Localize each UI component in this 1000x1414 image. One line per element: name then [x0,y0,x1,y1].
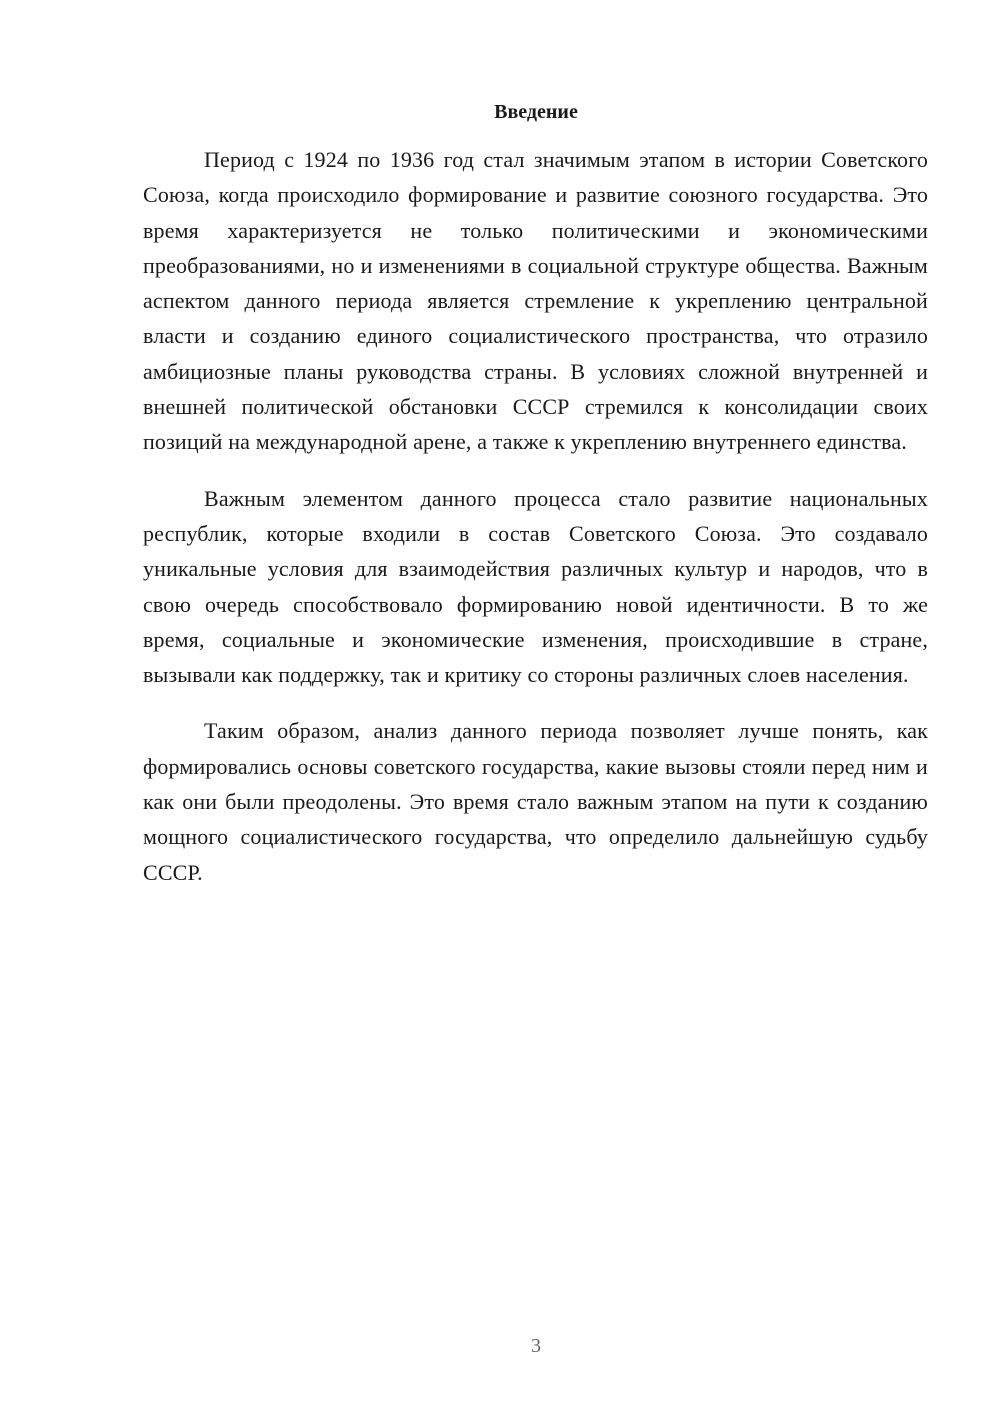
page-number: 3 [531,1335,541,1357]
paragraph: Важным элементом данного процесса стало развитие национальных республик, которые входили в состав Советского Союза. Это создавало уникальные условия для взаимодействия различных культур и народов, что в свою очередь способствовало формированию новой идентичности. В то же время, социальные и экономические изменения, происходившие в стране, вызывали как поддержку, так и критику со стороны различных слоев населения. [143,485,928,688]
paragraph: Период с 1924 по 1936 год стал значимым этапом в истории Советского Союза, когда происходило формирование и развитие союзного государства. Это время характеризуется не только политическими и экономическими преобразованиями, но и изменениями в социальной структуре общества. Важным аспектом данного периода является стремление к укреплению центральной власти и созданию единого социалистического пространства, что отразило амбициозные планы руководства страны. В условиях сложной внутренней и внешней политической обстановки СССР стремился к консолидации своих позиций на международной арене, а также к укреплению внутреннего единства. [143,147,928,455]
section-title: Введение [494,101,578,123]
paragraph: Таким образом, анализ данного периода позволяет лучше понять, как формировались основы советского государства, какие вызовы стояли перед ним и как они были преодолены. Это время стало важным этапом на пути к созданию мощного социалистического государства, что определило дальнейшую судьбу СССР. [143,718,928,885]
body-text [143,142,928,911]
